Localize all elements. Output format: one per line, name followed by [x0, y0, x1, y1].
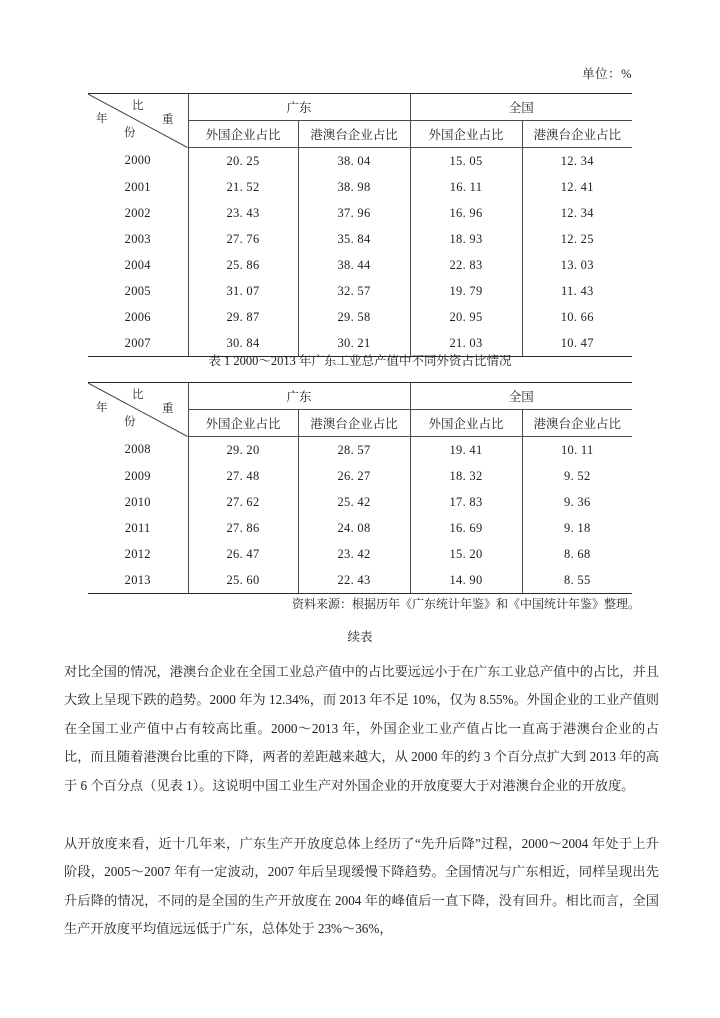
cell-year: 2004: [124, 257, 151, 272]
corner-label-fen: 份: [124, 416, 136, 428]
cell-year: 2001: [124, 179, 151, 194]
table-row: [88, 252, 632, 278]
subheader-cn-foreign: 外国企业占比: [410, 410, 522, 437]
table-row: [88, 174, 632, 200]
table-row: [88, 304, 632, 330]
cell-gd-hmt: 38. 44: [298, 252, 410, 278]
cell-cn-foreign: 22. 83: [410, 252, 522, 278]
corner-header-cell: [88, 383, 188, 437]
cell-gd-foreign: 27. 48: [188, 463, 298, 489]
cell-cn-hmt: 9. 52: [522, 463, 632, 489]
unit-label: 单位：%: [582, 67, 632, 81]
table-header: [88, 383, 632, 437]
table-row: [88, 489, 632, 515]
cell-gd-hmt: 32. 57: [298, 278, 410, 304]
table-row: [88, 515, 632, 541]
cell-gd-hmt: 23. 42: [298, 541, 410, 567]
cell-gd-foreign: 26. 47: [188, 541, 298, 567]
subheader-cn-hmt: 港澳台企业占比: [522, 121, 632, 148]
cell-cn-hmt: 9. 18: [522, 515, 632, 541]
subheader-cn-foreign: 外国企业占比: [410, 121, 522, 148]
corner-label-bi: 比: [132, 389, 144, 401]
table-row: [88, 437, 632, 464]
cell-gd-hmt: 22. 43: [298, 567, 410, 594]
cell-cn-foreign: 19. 41: [410, 437, 522, 464]
cell-cn-foreign: 15. 05: [410, 148, 522, 175]
cell-gd-foreign: 27. 76: [188, 226, 298, 252]
cell-cn-hmt: 12. 41: [522, 174, 632, 200]
table-row: [88, 463, 632, 489]
subheader-gd-hmt: 港澳台企业占比: [298, 121, 410, 148]
cell-year: 2000: [124, 153, 151, 168]
subheader-gd-foreign: 外国企业占比: [188, 410, 298, 437]
cell-year: 2008: [124, 442, 151, 457]
cell-year: 2003: [124, 231, 151, 246]
cell-gd-foreign: 30. 84: [188, 330, 298, 357]
cell-gd-hmt: 38. 04: [298, 148, 410, 175]
table-foreign-investment-share-2000-2007: [88, 93, 632, 357]
corner-label-zhong: 重: [162, 114, 174, 126]
cell-cn-hmt: 13. 03: [522, 252, 632, 278]
cell-gd-hmt: 24. 08: [298, 515, 410, 541]
cell-gd-hmt: 30. 21: [298, 330, 410, 357]
cell-year: 2006: [124, 309, 151, 324]
group-header-guangdong: 广东: [188, 94, 410, 121]
cell-cn-hmt: 12. 25: [522, 226, 632, 252]
cell-gd-foreign: 25. 60: [188, 567, 298, 594]
table-foreign-investment-share-2008-2013: [88, 382, 632, 594]
cell-cn-foreign: 15. 20: [410, 541, 522, 567]
table-header-group-row: [88, 383, 632, 410]
table-row: [88, 148, 632, 175]
cell-cn-hmt: 11. 43: [522, 278, 632, 304]
corner-label-nian: 年: [96, 402, 108, 414]
cell-year: 2012: [124, 546, 151, 561]
cell-cn-foreign: 18. 32: [410, 463, 522, 489]
cell-gd-foreign: 27. 86: [188, 515, 298, 541]
table-row: [88, 200, 632, 226]
cell-cn-foreign: 16. 11: [410, 174, 522, 200]
cell-gd-hmt: 37. 96: [298, 200, 410, 226]
cell-year: 2011: [124, 520, 151, 535]
cell-year: 2013: [88, 567, 188, 594]
subheader-cn-hmt: 港澳台企业占比: [522, 410, 632, 437]
table-body: [88, 148, 632, 357]
cell-gd-hmt: 29. 58: [298, 304, 410, 330]
group-header-national: 全国: [410, 383, 632, 410]
cell-cn-foreign: 17. 83: [410, 489, 522, 515]
cell-cn-hmt: 8. 68: [522, 541, 632, 567]
cell-cn-hmt: 12. 34: [522, 148, 632, 175]
cell-cn-hmt: 8. 55: [522, 567, 632, 594]
table-header-group-row: [88, 94, 632, 121]
table-row: [88, 567, 632, 594]
cell-cn-hmt: 10. 11: [522, 437, 632, 464]
cell-cn-hmt: 9. 36: [522, 489, 632, 515]
cell-gd-foreign: 20. 25: [188, 148, 298, 175]
corner-label-fen: 份: [124, 127, 136, 139]
cell-gd-foreign: 29. 20: [188, 437, 298, 464]
table-header: [88, 94, 632, 148]
cell-cn-foreign: 16. 69: [410, 515, 522, 541]
cell-gd-foreign: 27. 62: [188, 489, 298, 515]
corner-header-cell: [88, 94, 188, 148]
cell-gd-hmt: 35. 84: [298, 226, 410, 252]
cell-cn-hmt: 10. 47: [522, 330, 632, 357]
source-note: 资料来源：根据历年《广东统计年鉴》和《中国统计年鉴》整理。: [291, 597, 640, 611]
cell-cn-foreign: 14. 90: [410, 567, 522, 594]
cell-year: 2007: [88, 330, 188, 357]
cell-gd-hmt: 25. 42: [298, 489, 410, 515]
cell-gd-foreign: 25. 86: [188, 252, 298, 278]
cell-gd-foreign: 31. 07: [188, 278, 298, 304]
table-1-caption: 表 1 2000～2013 年广东工业总产值中不同外资占比情况: [208, 354, 512, 368]
cell-cn-foreign: 21. 03: [410, 330, 522, 357]
corner-label-bi: 比: [132, 100, 144, 112]
cell-year: 2009: [124, 468, 151, 483]
cell-year: 2002: [124, 205, 151, 220]
cell-cn-foreign: 16. 96: [410, 200, 522, 226]
cell-cn-foreign: 19. 79: [410, 278, 522, 304]
subheader-gd-foreign: 外国企业占比: [188, 121, 298, 148]
cell-year: 2005: [124, 283, 151, 298]
cell-gd-foreign: 23. 43: [188, 200, 298, 226]
table-row: [88, 226, 632, 252]
cell-cn-hmt: 10. 66: [522, 304, 632, 330]
group-header-guangdong: 广东: [188, 383, 410, 410]
table-row: [88, 541, 632, 567]
corner-label-zhong: 重: [162, 403, 174, 415]
corner-label-nian: 年: [96, 113, 108, 125]
cell-year: 2010: [124, 494, 151, 509]
cell-gd-hmt: 28. 57: [298, 437, 410, 464]
body-paragraph-1: 对比全国的情况，港澳台企业在全国工业总产值中的占比要远远小于在广东工业总产值中的占比，并且大致上呈现下跌的趋势。2000 年为 12.34%，而 2013 年不足 10%，仅为 8.55%。外国企业的工业产值则在全国工业产值中占有较高比重。2000～2013 年，外国企业工业产值占比一直高于港澳台企业的占比，而且随着港澳台比重的下降，两者的差距越来越大，从 2000 年的约 3 个百分点扩大到 2013 年的高于 6 个百分点（见表 1）。这说明中国工业生产对外国企业的开放度要大于对港澳台企业的开放度。: [64, 664, 659, 793]
group-header-national: 全国: [410, 94, 632, 121]
cell-cn-hmt: 12. 34: [522, 200, 632, 226]
cell-gd-foreign: 29. 87: [188, 304, 298, 330]
cell-gd-hmt: 38. 98: [298, 174, 410, 200]
body-paragraph-2: 从开放度来看，近十几年来，广东生产开放度总体上经历了“先升后降”过程，2000～2004 年处于上升阶段，2005～2007 年有一定波动，2007 年后呈现缓慢下降趋势。全国情况与广东相近，同样呈现出先升后降的情况，不同的是全国的生产开放度在 2004 年的峰值后一直下降，没有回升。相比而言，全国生产开放度平均值远远低于广东，总体处于 23%～36%，: [64, 836, 659, 937]
continued-table-label: 续表: [347, 630, 373, 644]
cell-gd-foreign: 21. 52: [188, 174, 298, 200]
table-body: [88, 437, 632, 594]
cell-cn-foreign: 20. 95: [410, 304, 522, 330]
table-row: [88, 278, 632, 304]
subheader-gd-hmt: 港澳台企业占比: [298, 410, 410, 437]
cell-gd-hmt: 26. 27: [298, 463, 410, 489]
cell-cn-foreign: 18. 93: [410, 226, 522, 252]
